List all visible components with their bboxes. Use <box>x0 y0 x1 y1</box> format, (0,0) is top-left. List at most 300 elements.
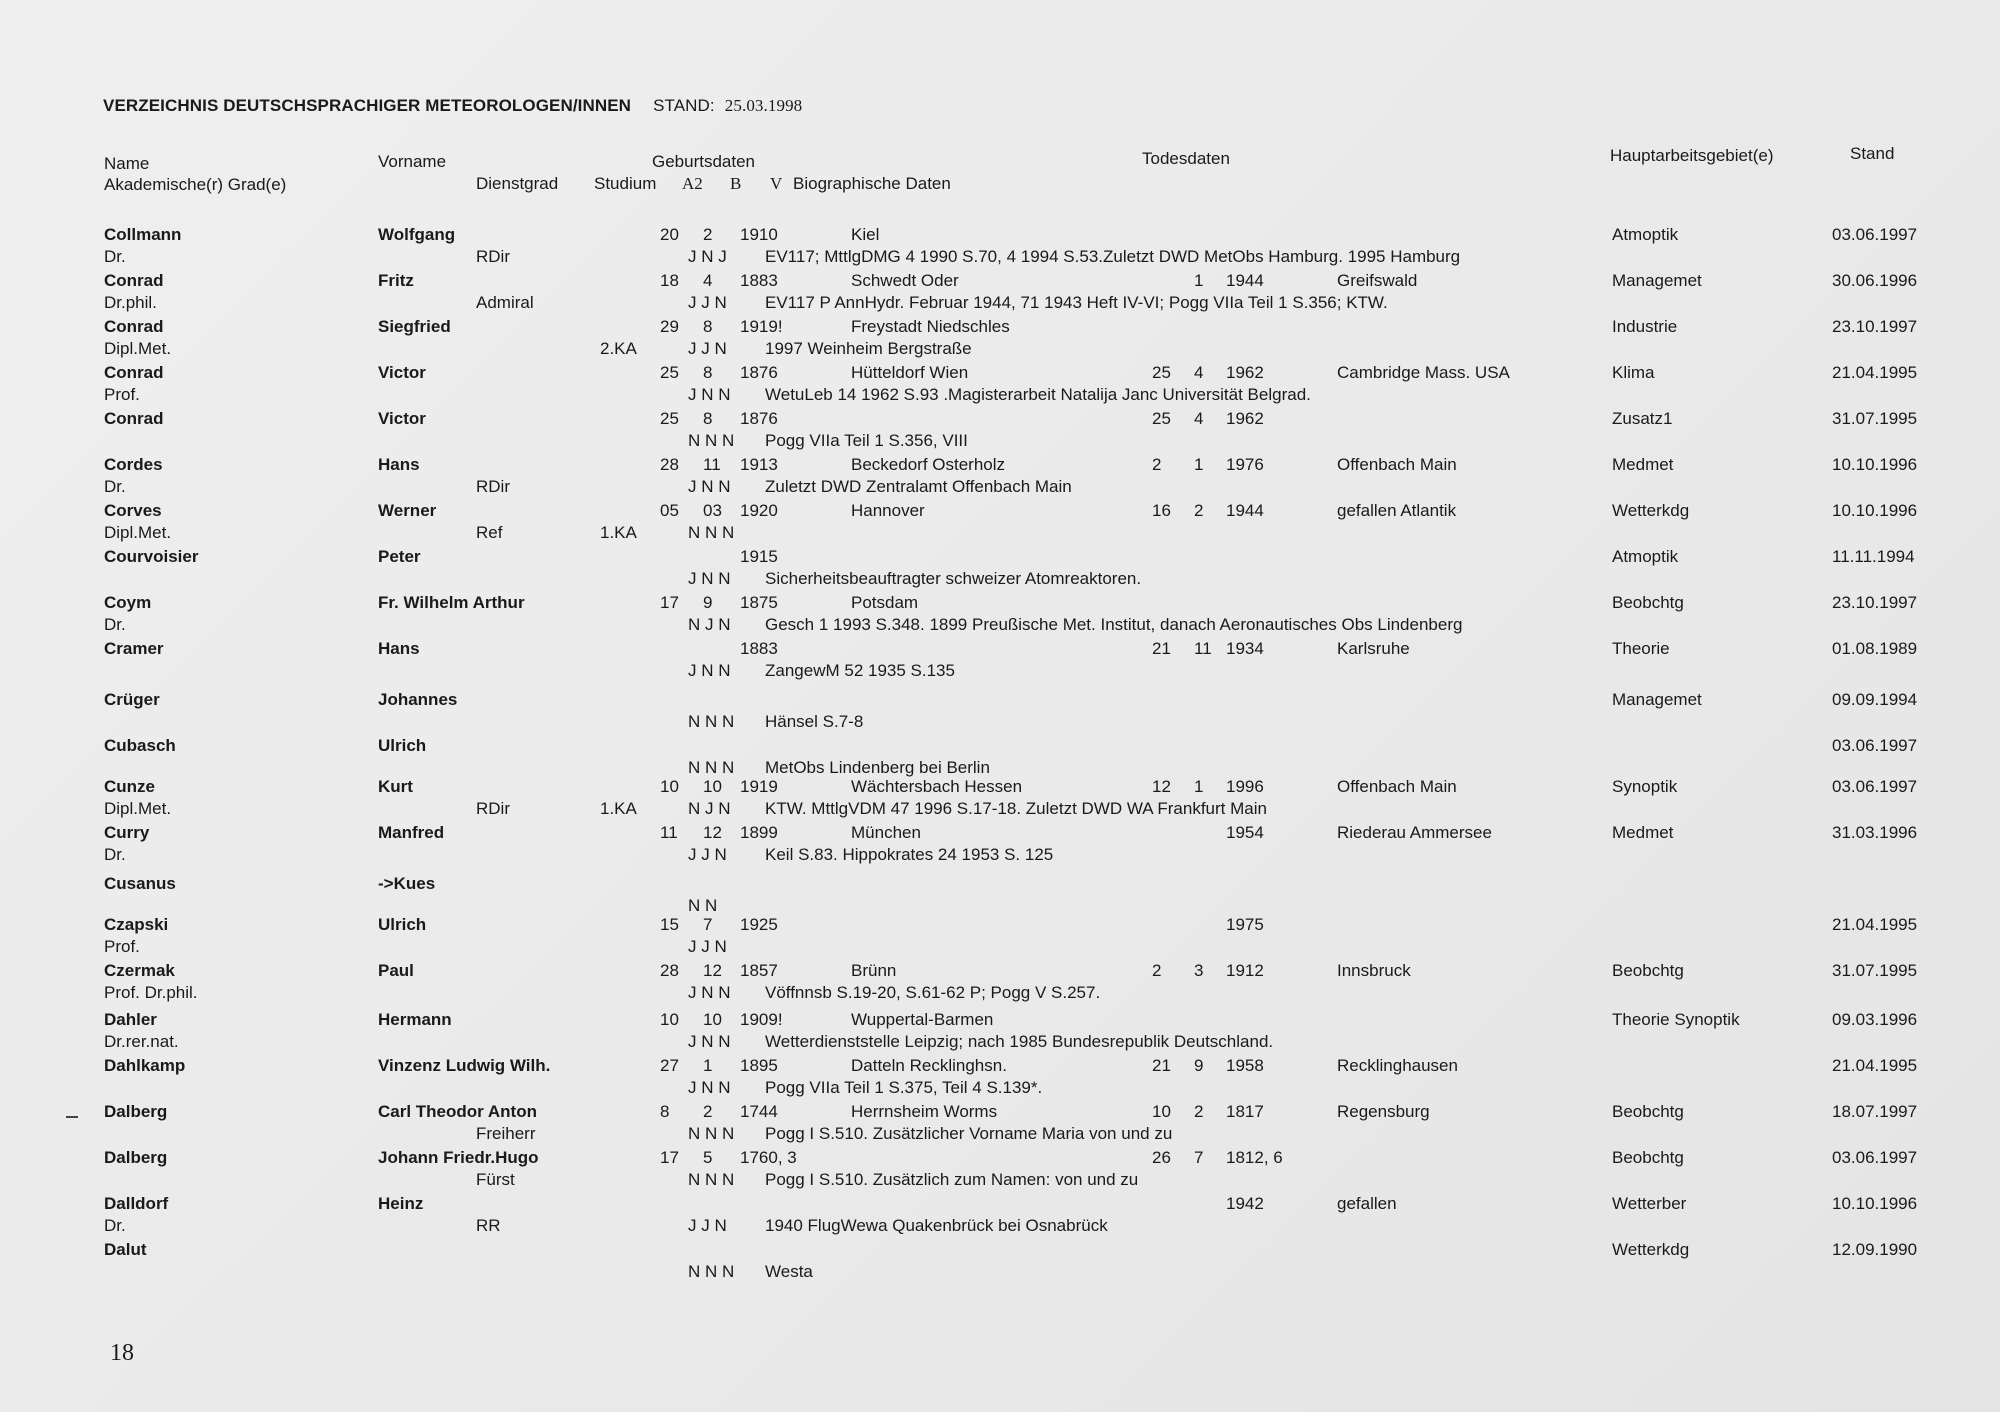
entry-row <box>0 1148 2000 1194</box>
entry-bday: 15 <box>660 915 679 934</box>
entry-flags: N N N <box>688 1262 735 1281</box>
entry-title: Prof. <box>104 385 140 404</box>
title-text: VERZEICHNIS DEUTSCHSPRACHIGER METEOROLOGEN/INNEN <box>103 96 632 115</box>
entry-flags: J N N <box>688 661 731 680</box>
entry-area: Synoptik <box>1612 777 1678 796</box>
entry-dyear: 1944 <box>1226 501 1264 520</box>
entry-stand: 10.10.1996 <box>1832 501 1918 520</box>
entry-dyear: 1812, 6 <box>1226 1148 1283 1167</box>
entry-vorname: Hans <box>378 639 420 658</box>
entry-area: Managemet <box>1612 690 1702 709</box>
entry-row <box>0 501 2000 547</box>
entry-bmon: 03 <box>703 501 722 520</box>
entry-bio: WetuLeb 14 1962 S.93 .Magisterarbeit Natalija Janc Universität Belgrad. <box>765 385 1311 404</box>
entry-dienst: RDir <box>476 247 510 266</box>
entry-byear: 1919! <box>740 317 783 336</box>
entry-stand: 21.04.1995 <box>1832 915 1918 934</box>
entry-name: Coym <box>104 593 152 612</box>
entry-bmon: 12 <box>703 823 722 842</box>
bleed-through-text <box>1120 94 1124 111</box>
entry-dmon: 11 <box>1194 639 1212 658</box>
entry-row <box>0 777 2000 823</box>
entry-name: Dalut <box>104 1240 147 1259</box>
entry-area: Industrie <box>1612 317 1678 336</box>
entry-vorname: Wolfgang <box>378 225 456 244</box>
header-academic: Akademische(r) Grad(e) <box>104 175 287 194</box>
entry-bmon: 7 <box>703 915 713 934</box>
entry-dday: 10 <box>1152 1102 1171 1121</box>
entry-dyear: 1912 <box>1226 961 1264 980</box>
entry-stand: 03.06.1997 <box>1832 777 1918 796</box>
entry-stand: 10.10.1996 <box>1832 1194 1918 1213</box>
entry-dyear: 1996 <box>1226 777 1264 796</box>
entry-area: Atmoptik <box>1612 225 1679 244</box>
entry-dplace: gefallen <box>1337 1194 1397 1213</box>
entry-title: Prof. <box>104 937 140 956</box>
entry-dday: 25 <box>1152 409 1171 428</box>
entry-dplace: Offenbach Main <box>1337 777 1457 796</box>
page-number: 18 <box>110 1340 134 1366</box>
entry-byear: 1857 <box>740 961 778 980</box>
entry-area: Wetterber <box>1612 1194 1687 1213</box>
entry-bplace: Beckedorf Osterholz <box>851 455 1006 474</box>
header-dienstgrad: Dienstgrad <box>476 174 559 193</box>
header-name: Name <box>104 154 150 173</box>
entry-bio: Gesch 1 1993 S.348. 1899 Preußische Met. Institut, danach Aeronautisches Obs Lindenberg <box>765 615 1463 634</box>
entry-dday: 21 <box>1152 1056 1171 1075</box>
entry-byear: 1895 <box>740 1056 778 1075</box>
entry-row <box>0 1240 2000 1286</box>
entry-title: Dr. <box>104 845 126 864</box>
entry-title: Dr.phil. <box>104 293 157 312</box>
entry-bday: 17 <box>660 1148 679 1167</box>
entry-row <box>0 225 2000 271</box>
entry-dyear: 1942 <box>1226 1194 1264 1213</box>
entry-bmon: 10 <box>703 1010 722 1029</box>
entry-flags: J J N <box>688 293 727 312</box>
entry-bio: Keil S.83. Hippokrates 24 1953 S. 125 <box>765 845 1054 864</box>
entry-vorname: Ulrich <box>378 915 427 934</box>
entry-area: Beobchtg <box>1612 593 1684 612</box>
entry-vorname: ->Kues <box>378 874 436 893</box>
entry-name: Cramer <box>104 639 164 658</box>
entry-row <box>0 823 2000 869</box>
entry-row <box>0 593 2000 639</box>
entry-bday: 28 <box>660 961 679 980</box>
entry-dday: 2 <box>1152 455 1162 474</box>
entry-flags: J J N <box>688 339 727 358</box>
stand-label: STAND: <box>653 96 715 115</box>
entry-flags: J J N <box>688 937 727 956</box>
header-todesdaten: Todesdaten <box>1142 149 1230 168</box>
entry-byear: 1883 <box>740 639 778 658</box>
entry-byear: 1760, 3 <box>740 1148 797 1167</box>
header-b: B <box>730 174 742 193</box>
entry-byear: 1875 <box>740 593 778 612</box>
entry-dyear: 1934 <box>1226 639 1264 658</box>
entry-name: Cubasch <box>104 736 176 755</box>
entry-dyear: 1958 <box>1226 1056 1264 1075</box>
entry-flags: J N N <box>688 1078 731 1097</box>
entry-title: Dipl.Met. <box>104 799 172 818</box>
entry-byear: 1876 <box>740 363 778 382</box>
entry-name: Collmann <box>104 225 182 244</box>
entry-bio: MetObs Lindenberg bei Berlin <box>765 758 990 777</box>
entry-title: Dipl.Met. <box>104 523 172 542</box>
entry-bmon: 9 <box>703 593 713 612</box>
entry-studium: 2.KA <box>600 339 637 358</box>
entry-bio: KTW. MttlgVDM 47 1996 S.17-18. Zuletzt DWD WA Frankfurt Main <box>765 799 1267 818</box>
entry-row <box>0 961 2000 1007</box>
entry-dday: 12 <box>1152 777 1171 796</box>
entry-bday: 10 <box>660 777 679 796</box>
entry-dyear: 1954 <box>1226 823 1264 842</box>
entry-vorname: Victor <box>378 409 426 428</box>
entry-row <box>0 547 2000 593</box>
entry-flags: N N N <box>688 523 735 542</box>
entry-dday: 26 <box>1152 1148 1171 1167</box>
entry-bplace: Hannover <box>851 501 925 520</box>
entry-dplace: Karlsruhe <box>1337 639 1410 658</box>
header-stand: Stand <box>1850 144 1895 163</box>
stand-date: 25.03.1998 <box>724 96 803 115</box>
entry-bmon: 8 <box>703 409 713 428</box>
entry-row <box>0 409 2000 455</box>
entry-bmon: 2 <box>703 225 713 244</box>
entry-row <box>0 271 2000 317</box>
entry-bplace: Kiel <box>851 225 880 244</box>
entry-bio: EV117 P AnnHydr. Februar 1944, 71 1943 Heft IV-VI; Pogg VIIa Teil 1 S.356; KTW. <box>765 293 1388 312</box>
entry-row <box>0 874 2000 920</box>
entry-row <box>0 1056 2000 1102</box>
entry-stand: 21.04.1995 <box>1832 363 1918 382</box>
entry-name: Czermak <box>104 961 175 980</box>
entry-title: Dr. <box>104 1216 126 1235</box>
entry-bplace: München <box>851 823 921 842</box>
entry-bmon: 11 <box>703 455 721 474</box>
entry-name: Courvoisier <box>104 547 199 566</box>
entry-bio: 1997 Weinheim Bergstraße <box>765 339 972 358</box>
entry-studium: 1.KA <box>600 523 637 542</box>
entry-row <box>0 1010 2000 1056</box>
entry-flags: N N N <box>688 1170 735 1189</box>
entry-dmon: 4 <box>1194 409 1204 428</box>
document-title <box>103 96 802 116</box>
entry-bday: 10 <box>660 1010 679 1029</box>
entry-stand: 23.10.1997 <box>1832 317 1918 336</box>
entry-stand: 09.09.1994 <box>1832 690 1918 709</box>
entry-vorname: Paul <box>378 961 414 980</box>
entry-dplace: Riederau Ammersee <box>1337 823 1492 842</box>
entry-bday: 18 <box>660 271 679 290</box>
entry-dmon: 7 <box>1194 1148 1204 1167</box>
entry-dday: 16 <box>1152 501 1171 520</box>
entry-byear: 1913 <box>740 455 778 474</box>
entry-flags: J N N <box>688 1032 731 1051</box>
entry-vorname: Werner <box>378 501 437 520</box>
entry-flags: J N N <box>688 569 731 588</box>
entry-bplace: Brünn <box>851 961 897 980</box>
entry-bio: Sicherheitsbeauftragter schweizer Atomreaktoren. <box>765 569 1142 588</box>
entry-row <box>0 455 2000 501</box>
entry-name: Dalldorf <box>104 1194 169 1213</box>
entry-name: Corves <box>104 501 162 520</box>
entry-bday: 05 <box>660 501 679 520</box>
entry-bday: 29 <box>660 317 679 336</box>
entry-vorname: Siegfried <box>378 317 451 336</box>
entry-row <box>0 736 2000 782</box>
scan-mark <box>66 1116 78 1118</box>
entry-flags: N J N <box>688 615 731 634</box>
entry-bio: EV117; MttlgDMG 4 1990 S.70, 4 1994 S.53.Zuletzt DWD MetObs Hamburg. 1995 Hamburg <box>765 247 1461 266</box>
entry-row <box>0 639 2000 685</box>
header-studium: Studium <box>594 174 657 193</box>
entry-bmon: 8 <box>703 317 713 336</box>
entry-dienst: RDir <box>476 477 510 496</box>
entry-dmon: 1 <box>1194 455 1204 474</box>
entry-flags: J J N <box>688 1216 727 1235</box>
entry-dmon: 2 <box>1194 501 1204 520</box>
entry-bmon: 5 <box>703 1148 713 1167</box>
entry-bio: Wetterdienststelle Leipzig; nach 1985 Bundesrepublik Deutschland. <box>765 1032 1274 1051</box>
entry-bmon: 10 <box>703 777 722 796</box>
entry-bday: 8 <box>660 1102 670 1121</box>
entry-name: Dalberg <box>104 1102 168 1121</box>
entry-vorname: Johann Friedr.Hugo <box>378 1148 539 1167</box>
entry-stand: 03.06.1997 <box>1832 736 1918 755</box>
entry-row <box>0 363 2000 409</box>
entry-bday: 20 <box>660 225 679 244</box>
entry-stand: 03.06.1997 <box>1832 1148 1918 1167</box>
entry-dienst: Admiral <box>476 293 534 312</box>
entry-bplace: Freystadt Niedschles <box>851 317 1010 336</box>
entry-byear: 1910 <box>740 225 778 244</box>
entry-area: Theorie Synoptik <box>1612 1010 1740 1029</box>
entry-bio: Vöffnnsb S.19-20, S.61-62 P; Pogg V S.257. <box>765 983 1101 1002</box>
entry-dyear: 1962 <box>1226 363 1264 382</box>
header-hauptarbeitsgebiet: Hauptarbeitsgebiet(e) <box>1610 146 1774 165</box>
entry-vorname: Carl Theodor Anton <box>378 1102 537 1121</box>
entry-bio: Pogg I S.510. Zusätzlicher Vorname Maria von und zu <box>765 1124 1173 1143</box>
entry-area: Atmoptik <box>1612 547 1679 566</box>
entry-byear: 1744 <box>740 1102 778 1121</box>
entry-title: Dr. <box>104 477 126 496</box>
header-biographische: Biographische Daten <box>793 174 951 193</box>
entry-title: Dr. <box>104 247 126 266</box>
entry-dmon: 1 <box>1194 777 1204 796</box>
entry-flags: N N N <box>688 1124 735 1143</box>
entry-byear: 1909! <box>740 1010 783 1029</box>
entry-byear: 1920 <box>740 501 778 520</box>
entry-dienst: Fürst <box>476 1170 515 1189</box>
entry-stand: 31.07.1995 <box>1832 409 1918 428</box>
entry-title: Prof. Dr.phil. <box>104 983 198 1002</box>
entry-bmon: 1 <box>703 1056 713 1075</box>
entry-dienst: RDir <box>476 799 510 818</box>
entry-bday: 11 <box>660 823 678 842</box>
entry-area: Medmet <box>1612 455 1674 474</box>
entry-name: Czapski <box>104 915 169 934</box>
header-a2: A2 <box>682 174 703 193</box>
entry-dplace: Greifswald <box>1337 271 1418 290</box>
entry-dday: 25 <box>1152 363 1171 382</box>
entry-dplace: Cambridge Mass. USA <box>1337 363 1510 382</box>
entry-dienst: Freiherr <box>476 1124 536 1143</box>
entry-bplace: Wächtersbach Hessen <box>851 777 1023 796</box>
entry-dyear: 1944 <box>1226 271 1264 290</box>
entry-vorname: Vinzenz Ludwig Wilh. <box>378 1056 551 1075</box>
entry-dplace: gefallen Atlantik <box>1337 501 1457 520</box>
entry-bio: Pogg VIIa Teil 1 S.356, VIII <box>765 431 968 450</box>
entry-byear: 1899 <box>740 823 778 842</box>
entry-flags: J N N <box>688 983 731 1002</box>
entry-bio: ZangewM 52 1935 S.135 <box>765 661 955 680</box>
entry-title: Dr.rer.nat. <box>104 1032 179 1051</box>
entry-flags: J N N <box>688 477 731 496</box>
entry-dmon: 9 <box>1194 1056 1204 1075</box>
entry-bio: 1940 FlugWewa Quakenbrück bei Osnabrück <box>765 1216 1108 1235</box>
entry-area: Managemet <box>1612 271 1702 290</box>
entry-row <box>0 317 2000 363</box>
entry-stand: 10.10.1996 <box>1832 455 1918 474</box>
entry-flags: N N N <box>688 431 735 450</box>
entry-name: Dalberg <box>104 1148 168 1167</box>
entry-dplace: Recklinghausen <box>1337 1056 1458 1075</box>
entry-row <box>0 1194 2000 1240</box>
entry-flags: J J N <box>688 845 727 864</box>
entry-name: Dahlkamp <box>104 1056 186 1075</box>
entry-byear: 1915 <box>740 547 778 566</box>
entry-dyear: 1817 <box>1226 1102 1264 1121</box>
entry-bmon: 8 <box>703 363 713 382</box>
entry-bio: Pogg VIIa Teil 1 S.375, Teil 4 S.139*. <box>765 1078 1043 1097</box>
entry-vorname: Peter <box>378 547 421 566</box>
entry-dyear: 1975 <box>1226 915 1264 934</box>
entry-bday: 28 <box>660 455 679 474</box>
header-vorname: Vorname <box>378 152 447 171</box>
entry-bmon: 2 <box>703 1102 713 1121</box>
entry-stand: 31.07.1995 <box>1832 961 1918 980</box>
entry-byear: 1919 <box>740 777 778 796</box>
entry-area: Wetterkdg <box>1612 1240 1690 1259</box>
entry-stand: 23.10.1997 <box>1832 593 1918 612</box>
entry-dplace: Offenbach Main <box>1337 455 1457 474</box>
entry-vorname: Hermann <box>378 1010 452 1029</box>
entry-area: Beobchtg <box>1612 1102 1684 1121</box>
entry-dday: 2 <box>1152 961 1162 980</box>
entry-stand: 18.07.1997 <box>1832 1102 1918 1121</box>
entry-name: Crüger <box>104 690 160 709</box>
entry-dyear: 1976 <box>1226 455 1264 474</box>
entry-byear: 1876 <box>740 409 778 428</box>
entry-area: Wetterkdg <box>1612 501 1690 520</box>
entry-dmon: 1 <box>1194 271 1204 290</box>
header-v: V <box>770 174 783 193</box>
entry-name: Cordes <box>104 455 163 474</box>
entry-bmon: 4 <box>703 271 713 290</box>
entry-row <box>0 1102 2000 1148</box>
entry-dplace: Regensburg <box>1337 1102 1430 1121</box>
entry-dmon: 2 <box>1194 1102 1204 1121</box>
entry-bplace: Potsdam <box>851 593 919 612</box>
entry-flags: J N J <box>688 247 727 266</box>
entry-bplace: Wuppertal-Barmen <box>851 1010 994 1029</box>
entry-title: Dr. <box>104 615 126 634</box>
entry-area: Zusatz1 <box>1612 409 1673 428</box>
entry-name: Cusanus <box>104 874 176 893</box>
entry-title: Dipl.Met. <box>104 339 172 358</box>
entry-bio: Hänsel S.7-8 <box>765 712 864 731</box>
entry-stand: 21.04.1995 <box>1832 1056 1918 1075</box>
entry-flags: J N N <box>688 385 731 404</box>
entry-vorname: Johannes <box>378 690 458 709</box>
entry-stand: 11.11.1994 <box>1832 547 1915 566</box>
entry-studium: 1.KA <box>600 799 637 818</box>
entry-bio: Westa <box>765 1262 813 1281</box>
entry-stand: 12.09.1990 <box>1832 1240 1918 1259</box>
entry-row <box>0 915 2000 961</box>
entry-name: Conrad <box>104 363 164 382</box>
entry-name: Conrad <box>104 409 164 428</box>
entry-vorname: Fritz <box>378 271 414 290</box>
entry-flags: N N <box>688 896 718 915</box>
entry-dmon: 3 <box>1194 961 1204 980</box>
entry-vorname: Heinz <box>378 1194 424 1213</box>
entry-name: Conrad <box>104 317 164 336</box>
entry-bio: Pogg I S.510. Zusätzlich zum Namen: von und zu <box>765 1170 1139 1189</box>
entry-bplace: Hütteldorf Wien <box>851 363 969 382</box>
entry-bday: 27 <box>660 1056 679 1075</box>
entry-area: Beobchtg <box>1612 961 1684 980</box>
entry-vorname: Victor <box>378 363 426 382</box>
entry-vorname: Kurt <box>378 777 413 796</box>
entry-stand: 31.03.1996 <box>1832 823 1918 842</box>
entry-bplace: Datteln Recklinghsn. <box>851 1056 1007 1075</box>
entry-area: Beobchtg <box>1612 1148 1684 1167</box>
entry-bplace: Schwedt Oder <box>851 271 959 290</box>
entry-dplace: Innsbruck <box>1337 961 1411 980</box>
entry-bmon: 12 <box>703 961 722 980</box>
entry-dyear: 1962 <box>1226 409 1264 428</box>
entry-dmon: 4 <box>1194 363 1204 382</box>
entry-bio: Zuletzt DWD Zentralamt Offenbach Main <box>765 477 1072 496</box>
entry-flags: N N N <box>688 712 735 731</box>
entry-area: Klima <box>1612 363 1655 382</box>
entry-name: Dahler <box>104 1010 157 1029</box>
entry-bplace: Herrnsheim Worms <box>851 1102 998 1121</box>
header-geburtsdaten: Geburtsdaten <box>652 152 756 171</box>
entry-byear: 1925 <box>740 915 778 934</box>
entry-area: Theorie <box>1612 639 1670 658</box>
entry-vorname: Hans <box>378 455 420 474</box>
entry-name: Curry <box>104 823 150 842</box>
entry-flags: N N N <box>688 758 735 777</box>
entry-name: Conrad <box>104 271 164 290</box>
entry-vorname: Ulrich <box>378 736 427 755</box>
entry-bday: 25 <box>660 409 679 428</box>
entry-row <box>0 690 2000 736</box>
entry-vorname: Fr. Wilhelm Arthur <box>378 593 525 612</box>
entry-area: Medmet <box>1612 823 1674 842</box>
entry-stand: 09.03.1996 <box>1832 1010 1918 1029</box>
entry-name: Cunze <box>104 777 155 796</box>
entry-bday: 25 <box>660 363 679 382</box>
entry-dday: 21 <box>1152 639 1171 658</box>
entry-dienst: RR <box>476 1216 501 1235</box>
entry-stand: 01.08.1989 <box>1832 639 1918 658</box>
entry-dienst: Ref <box>476 523 503 542</box>
entry-byear: 1883 <box>740 271 778 290</box>
